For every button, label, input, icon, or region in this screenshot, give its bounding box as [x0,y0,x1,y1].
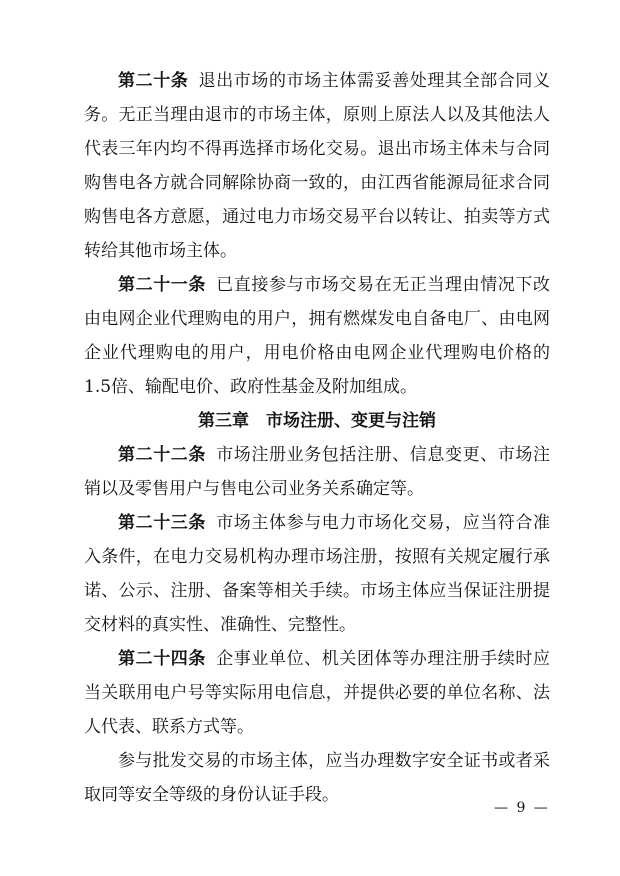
article-text: 退出市场的市场主体需妥善处理其全部合同义务。无正当理由退市的市场主体，原则上原法人以及其他法人代表三年内均不得再选择市场化交易。退出市场主体未与合同购售电各方就合同解除协商一致的，由江西省能源局征求合同购售电各方意愿，通过电力市场交易平台以转让、拍卖等方式转给其他市场主体。 [84,71,551,261]
article-text: 已直接参与市场交易在无正当理由情况下改由电网企业代理购电的用户，拥有燃煤发电自备电厂、由电网企业代理购电的用户，用电价格由电网企业代理购电价格的1.5倍、输配电价、政府性基金及附加组成。 [84,275,551,397]
article-21 [84,268,550,404]
article-label: 第二十条 [118,71,189,91]
article-text: 市场主体参与电力市场化交易，应当符合准入条件，在电力交易机构办理市场注册，按照有关规定履行承诺、公示、注册、备案等相关手续。市场主体应当保证注册提交材料的真实性、准确性、完整性。 [84,513,551,635]
article-label: 第二十四条 [118,649,207,669]
article-text: 企事业单位、机关团体等办理注册手续时应当关联用电户号等实际用电信息，并提供必要的单位名称、法人代表、联系方式等。 [84,649,551,737]
closing-paragraph: 参与批发交易的市场主体，应当办理数字安全证书或者采取同等安全等级的身份认证手段。 [84,751,550,805]
document-body [84,64,550,812]
article-label: 第二十三条 [118,513,207,533]
article-22 [84,438,550,506]
article-24 [84,642,550,744]
chapter-title: 第三章 市场注册、变更与注销 [198,411,436,431]
page-number: — 9 — [494,800,550,816]
article-label: 第二十二条 [118,445,207,465]
article-23 [84,506,550,642]
article-text: 市场注册业务包括注册、信息变更、市场注销以及零售用户与售电公司业务关系确定等。 [84,445,551,499]
article-20 [84,64,550,268]
article-label: 第二十一条 [118,275,207,295]
